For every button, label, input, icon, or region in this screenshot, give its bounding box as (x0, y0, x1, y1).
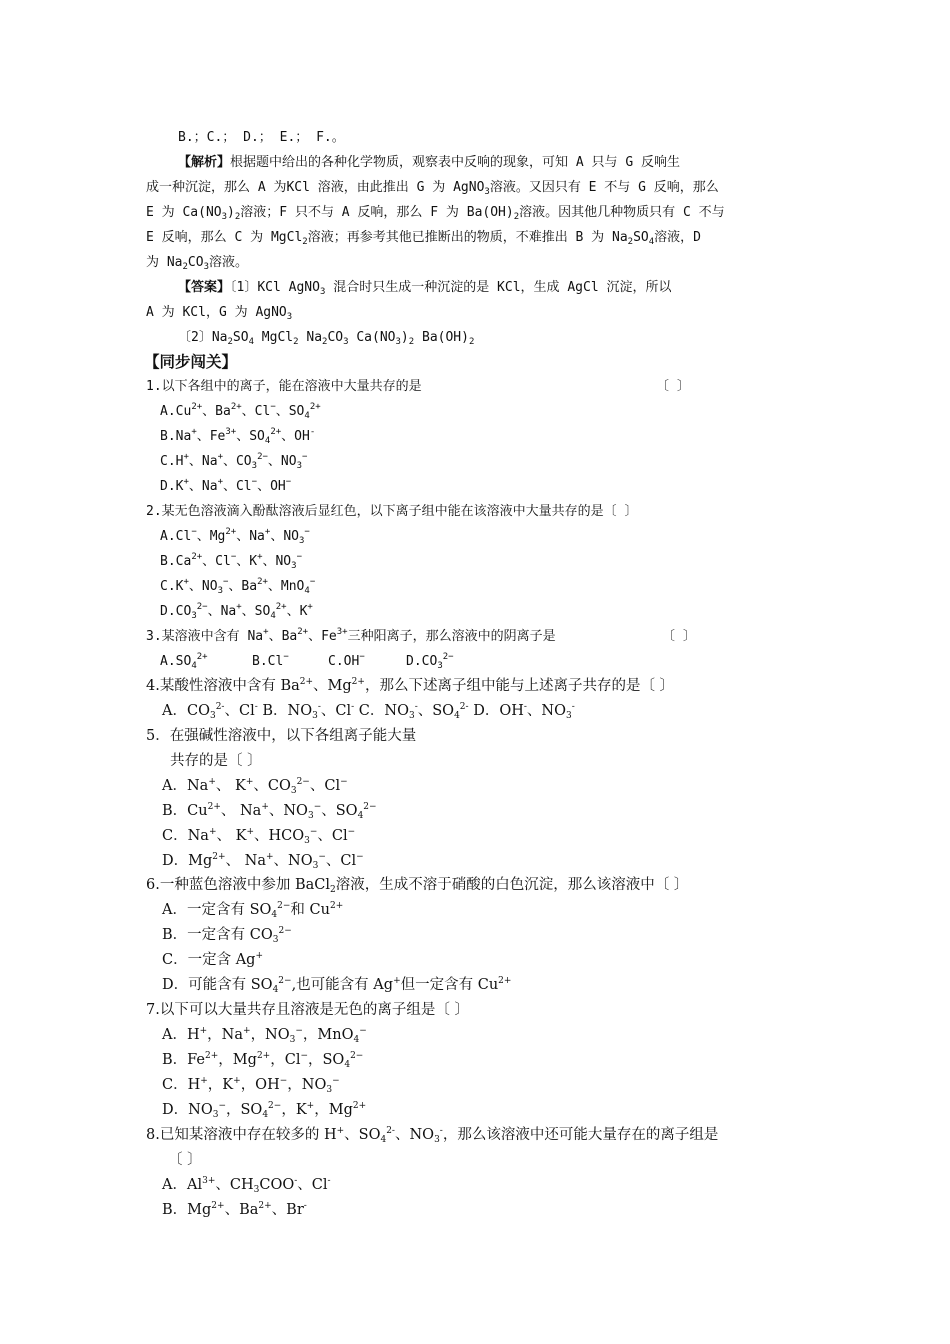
q7-option-a: A．H+，Na+，$NO_3^-$，MnO$_4$− (162, 1026, 367, 1045)
q3-option-d: $D.CO_3^{2-}$ (406, 652, 454, 671)
q4-options (162, 701, 575, 721)
analysis-line-2: 成一种沉淀，那么 A 为KCl 溶液，由此推出 G 为 AgNO$_3$溶液。又因只有 E 不与 G 反响，那么 (146, 180, 719, 197)
q5-option-a: A．Na+、 K+、$CO_3^{2-}$、Cl− (162, 777, 348, 796)
q3-stem: 3.某溶液中含有 Na+、$Ba^{2+}$、$Fe^{3+}$三种阳离子，那么溶液中的阴离子是 〔 〕 (146, 627, 556, 647)
q4-option-a: A．$CO_3^{2-}$、Cl- (162, 702, 258, 721)
q4-option-c: C．$NO_3^-$、$SO_4^{2-}$ (358, 702, 469, 721)
answer-line-3: 〔2〕$Na_2SO_4$ MgCl$_2$ $Na_2CO_3$ $Ca(NO_3)_2$ $Ba(OH)_2$ (178, 330, 475, 347)
q5-option-d: D．$Mg^{2+}$、 Na+、$NO_3^-$、Cl− (162, 852, 364, 871)
q1-option-d: D.K+、Na+、Cl−、OH− (160, 477, 292, 494)
blanks-line: B.；C.； D.； E.； F.。 (178, 130, 345, 145)
q8-option-b: B．$Mg^{2+}$、$Ba^{2+}$、Br- (162, 1201, 307, 1218)
analysis-line-1: 【解析】根据题中给出的各种化学物质，观察表中反响的现象，可知 A 只与 G 反响生 (178, 155, 680, 170)
q7-option-b: B．$Fe^{2+}$，$Mg^{2+}$，Cl−，$SO_4^{2-}$ (162, 1051, 364, 1070)
q3-answer-paren: 〔 〕 (662, 629, 696, 644)
q5-stem-2: 共存的是〔 〕 (170, 753, 262, 769)
q1-answer-paren: 〔 〕 (656, 379, 690, 394)
q4-option-b: B．$NO_3^-$、Cl- (262, 702, 355, 721)
q8-option-a: A．$Al^{3+}$、$CH_3COO^-$、Cl- (162, 1176, 331, 1195)
q3-option-b: B.Cl− (252, 652, 289, 669)
q6-option-d: D．可能含有 $SO_4^{2-}$,也可能含有 Ag+但一定含有 $Cu^{2+}$ (162, 976, 512, 995)
analysis-line-5: 为 $Na_2CO_3$溶液。 (146, 255, 248, 272)
q8-answer-paren: 〔 〕 (168, 1152, 202, 1168)
q7-option-d: D．$NO_3^-$，$SO_4^{2-}$，K+，$Mg^{2+}$ (162, 1101, 367, 1120)
q3-option-c: C.OH− (328, 652, 365, 669)
answer-line-2: A 为 KCl，G 为 AgNO$_3$ (146, 305, 293, 322)
q1-option-c: C.H+、Na+、$CO_3^{2-}$、$NO_3^-$ (160, 452, 308, 471)
answer-line-1: 【答案】〔1〕KCl AgNO$_3$ 混合时只生成一种沉淀的是 KCl，生成 AgCl 沉淀，所以 (178, 280, 672, 297)
q6-option-a: A．一定含有 $SO_4^{2-}$和 $Cu^{2+}$ (162, 901, 344, 920)
q6-stem: 6.一种蓝色溶液中参加 BaCl$_2$溶液，生成不溶于硝酸的白色沉淀，那么该溶液中〔 〕 (146, 877, 689, 895)
q2-stem: 2.某无色溶液滴入酚酞溶液后显红色，以下离子组中能在该溶液中大量共存的是〔 〕 (146, 504, 638, 519)
q2-option-b: $B.Ca^{2+}$、Cl−、K+、$NO_3^-$ (160, 552, 302, 571)
q2-option-c: C.K+、$NO_3^-$、$Ba^{2+}$、MnO$_4$− (160, 577, 316, 596)
q1-option-b: B.Na+、$Fe^{3+}$、$SO_4^{2+}$、OH- (160, 427, 316, 446)
q5-option-b: B．$Cu^{2+}$、 Na+、$NO_3^-$、$SO_4^{2-}$ (162, 802, 377, 821)
q2-option-a: A.Cl−、$Mg^{2+}$、Na+、$NO_3^-$ (160, 527, 310, 546)
q3-options (160, 652, 454, 672)
q6-option-b: B．一定含有 $CO_3^{2-}$ (162, 926, 292, 945)
q1-stem: 1.以下各组中的离子，能在溶液中大量共存的是 〔 〕 (146, 377, 422, 397)
q2-option-d: $D.CO_3^{2-}$、Na+、$SO_4^{2+}$、K+ (160, 602, 313, 621)
q7-stem: 7.以下可以大量共存且溶液是无色的离子组是〔 〕 (146, 1002, 469, 1018)
q4-stem: 4.某酸性溶液中含有 $Ba^{2+}$、$Mg^{2+}$，那么下述离子组中能与上述离子共存的是〔 〕 (146, 677, 675, 694)
q3-option-a: $A.SO_4^{2+}$ (160, 652, 208, 671)
q4-option-d: D．OH-、$NO_3^-$ (473, 702, 575, 721)
analysis-line-4: E 反响，那么 C 为 MgCl$_2$溶液；再参考其他已推断出的物质，不难推出 B 为 $Na_2SO_4$溶液，D (146, 230, 701, 247)
q7-option-c: C．H+，K+，OH−，$NO_3^-$ (162, 1076, 340, 1095)
q1-option-a: $A.Cu^{2+}$、$Ba^{2+}$、Cl−、$SO_4^{2+}$ (160, 402, 321, 421)
analysis-line-3: E 为 $Ca(NO_3)_2$溶液；F 只不与 A 反响，那么 F 为 $Ba(OH)_2$溶液。因其他几种物质只有 C 不与 (146, 205, 725, 222)
q6-option-c: C．一定含 Ag+ (162, 951, 264, 968)
section-title: 【同步闯关】 (144, 352, 238, 371)
q5-option-c: C．Na+、 K+、$HCO_3^-$、Cl− (162, 827, 356, 846)
q8-stem: 8.已知某溶液中存在较多的 H+、$SO_4^{2-}$、$NO_3^-$，那么该溶液中还可能大量存在的离子组是 (146, 1126, 719, 1145)
q5-stem-1: 5．在强碱性溶液中，以下各组离子能大量 (146, 728, 417, 744)
